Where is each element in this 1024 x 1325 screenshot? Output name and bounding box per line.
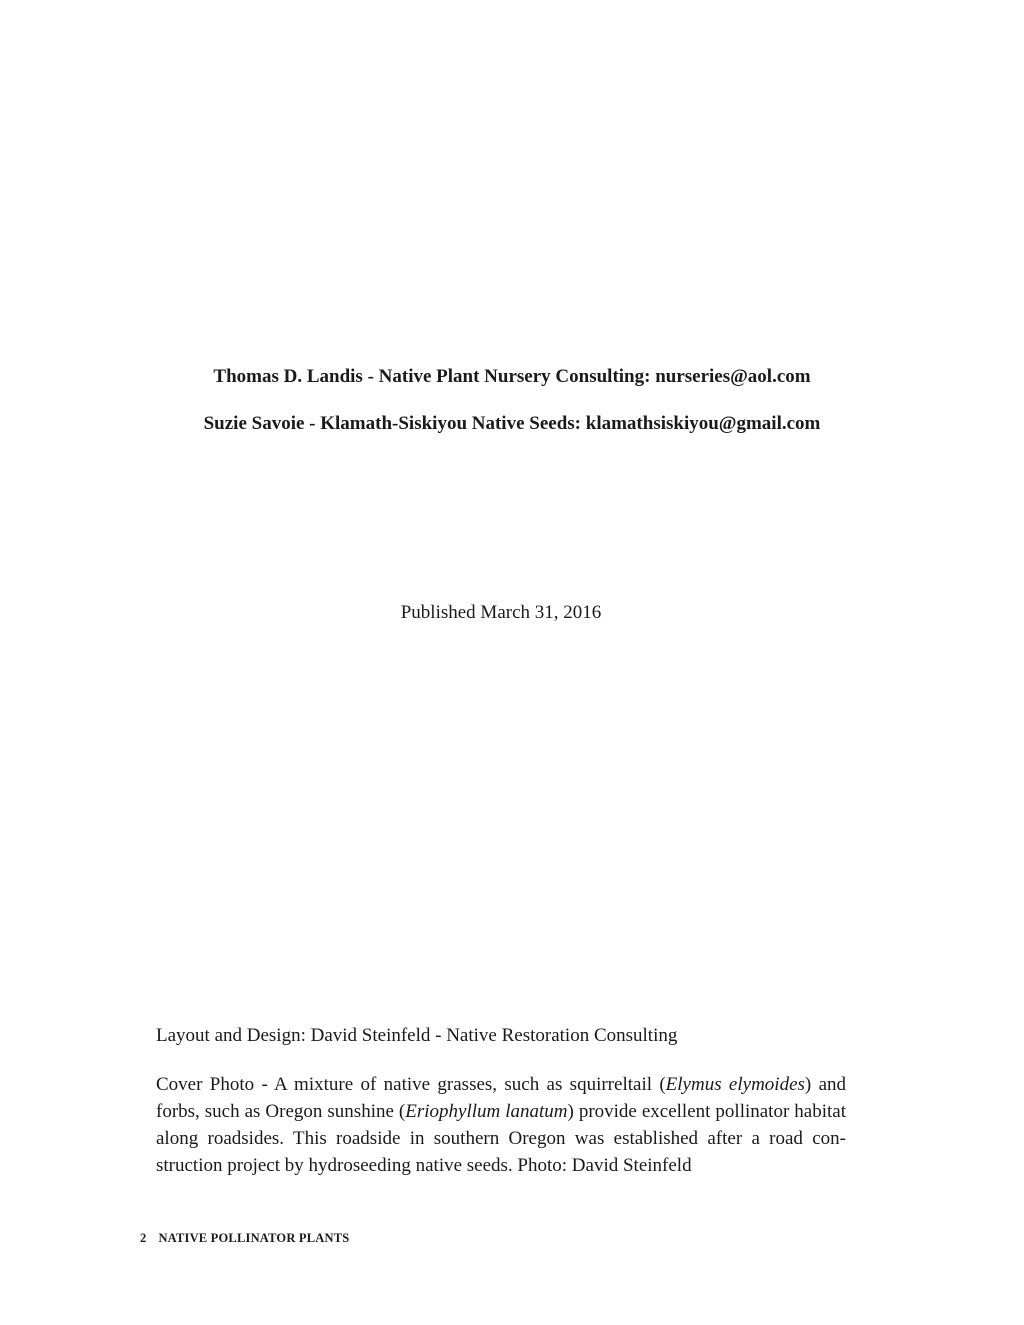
author-organization: Klamath-Siskiyou Native Seeds — [320, 413, 575, 434]
page-number: 2 — [140, 1231, 147, 1245]
caption-text: ) provide excellent pollinator habitat along roadsides. This roadside in southern Oregon was established after a road con-struction project by hydroseeding native seeds. Photo: David Steinfeld — [156, 1101, 846, 1176]
author-email: klamathsiskiyou@gmail.com — [585, 413, 821, 434]
page-footer — [140, 1231, 349, 1246]
author-credit-landis: Thomas D. Landis - Native Plant Nursery Consulting: nurseries@aol.com — [213, 366, 811, 387]
author-email: nurseries@aol.com — [655, 366, 811, 387]
author-organization: Native Plant Nursery Consulting — [378, 366, 645, 387]
species-name: Elymus elymoides — [665, 1074, 805, 1095]
caption-text: ) and forbs, such as Oregon sunshine ( — [156, 1074, 846, 1122]
caption-text: Cover Photo - A mixture of native grasses, such as squirreltail ( — [156, 1074, 666, 1095]
cover-photo-caption — [156, 1071, 846, 1179]
species-name: Eriophyllum lanatum — [405, 1101, 568, 1122]
layout-design-credit: Layout and Design: David Steinfeld - Native Restoration Consulting — [156, 1025, 678, 1046]
running-title: NATIVE POLLINATOR PLANTS — [158, 1231, 350, 1245]
author-name: Thomas D. Landis — [213, 366, 363, 387]
author-name: Suzie Savoie — [203, 413, 305, 434]
publication-date: Published March 31, 2016 — [400, 602, 602, 623]
author-credit-savoie: Suzie Savoie - Klamath-Siskiyou Native Seeds: klamathsiskiyou@gmail.com — [203, 413, 821, 434]
